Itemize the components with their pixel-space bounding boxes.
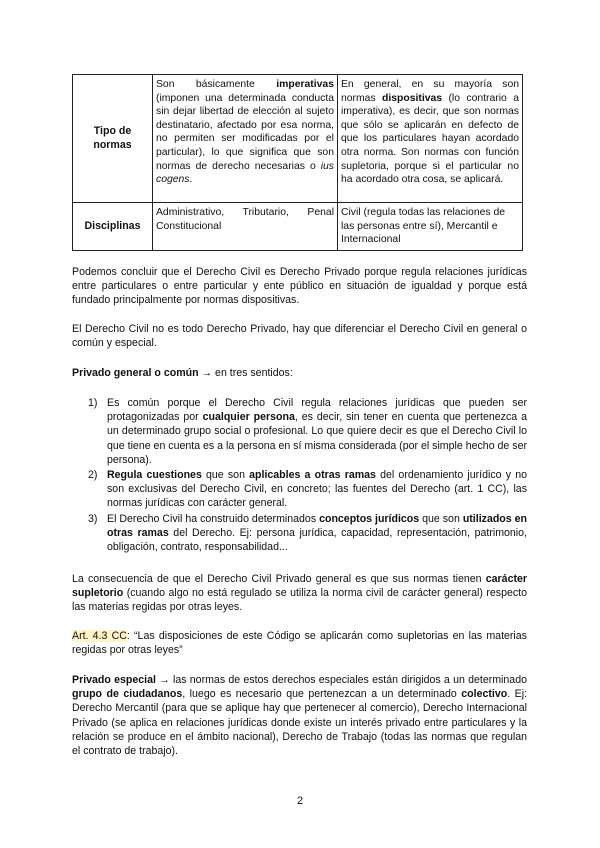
table-row (73, 203, 523, 251)
list-item: 3) El Derecho Civil ha construido determinados conceptos jurídicos que son utilizados en otras ramas del Derecho. Ej: persona jurídica, capacidad, representación, patrimonio, obligación, contrato, responsabilidad... (88, 512, 527, 554)
list-item: 1) Es común porque el Derecho Civil regula relaciones jurídicas que pueden ser protagonizadas por cualquier persona, es decir, sin tener en cuenta que pertenezca a un determinado grupo social o profesional. Lo que quiere decir es que el Derecho Civil lo que tiene en cuenta es a la persona en sí misma considerada (por el simple hecho de ser persona). (88, 397, 527, 466)
paragraph-derecho-civil: El Derecho Civil no es todo Derecho Privado, hay que diferenciar el Derecho Civil en general o común y especial. (72, 323, 527, 350)
highlighted-article-ref: Art. 4.3 CC (72, 630, 127, 642)
page-number: 2 (296, 795, 304, 807)
paragraph-article-quote: Art. 4.3 CC: “Las disposiciones de este Código se aplicarán como supletorias en las materias regidas por otras leyes” (72, 630, 527, 657)
numbered-list (88, 396, 527, 555)
table-cell-private: Civil (regula todas las relaciones de las personas entre sí), Mercantil e Internacional (338, 203, 523, 251)
paragraph-privado-especial: Privado especial → las normas de estos derechos especiales están dirigidos a un determinado grupo de ciudadanos, luego es necesario que pertenezcan a un determinado colectivo. Ej: Derecho Mercantil (para que se aplique hay que pertenecer al comercio), Derecho Internacional Privado (se aplica en relaciones jurídicas donde existe un interés privado entre particulares y la relación se produce en el ámbito nacional), Derecho de Trabajo (todas las normas que regulan el contrato de trabajo). (72, 674, 528, 758)
paragraph-conclusion: Podemos concluir que el Derecho Civil es Derecho Privado porque regula relaciones jurídicas entre particulares o entre particular y ente público en situación de igualdad y porque está fundado principalmente por normas dispositivas. (72, 266, 527, 307)
table-cell-public: Son básicamente imperativas (imponen una determinada conducta sin dejar libertad de elección al sujeto destinatario, afectado por esa norma, no permiten ser modificadas por el particular), lo que significa que son normas de derecho necesarias o ius cogens. (153, 75, 338, 203)
table-row (73, 75, 523, 203)
table-cell-public: Administrativo, Tributario, Penal Constitucional (153, 203, 338, 251)
table-cell-private: En general, en su mayoría son normas dispositivas (lo contrario a imperativa), es decir, que son normas que sólo se aplicarán en defecto de que los particulares hayan acordado otra norma. Son normas con función supletoria, porque si el particular no ha acordado otra cosa, se aplicará. (338, 75, 523, 203)
paragraph-privado-general: Privado general o común → en tres sentidos: (72, 367, 293, 379)
paragraph-consecuencia: La consecuencia de que el Derecho Civil Privado general es que sus normas tienen carácter supletorio (cuando algo no está regulado se utiliza la norma civil de carácter general) respecto las materias regidas por otras leyes. (72, 573, 527, 614)
comparison-table (72, 74, 523, 251)
list-item: 2) Regula cuestiones que son aplicables a otras ramas del ordenamiento jurídico y no son exclusivas del Derecho Civil, en concreto; las fuentes del Derecho (art. 1 CC), las normas jurídicas con carácter general. (88, 469, 527, 510)
row-header-tipo-normas: Tipo de normas (73, 75, 153, 203)
row-header-disciplinas: Disciplinas (73, 203, 153, 251)
